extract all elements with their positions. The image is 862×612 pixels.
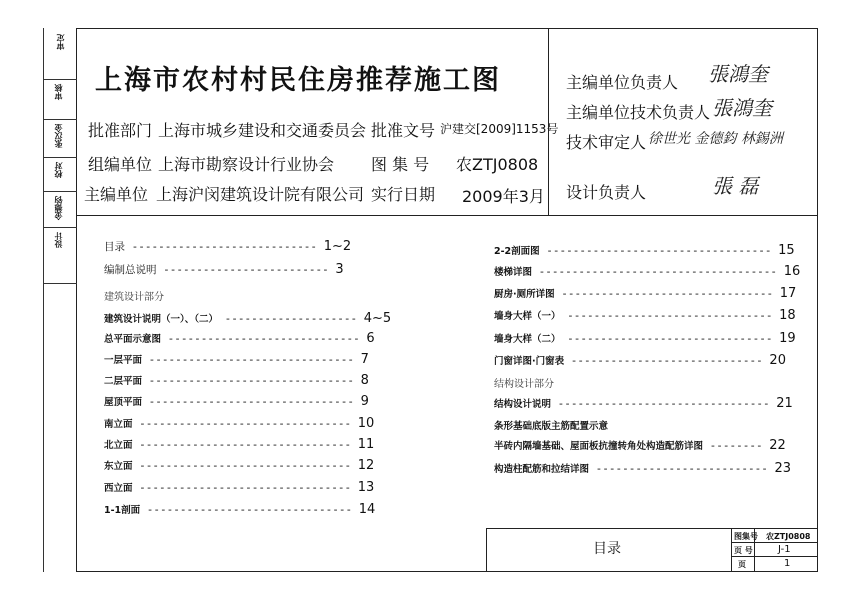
sidebar-text: 审核	[54, 84, 63, 100]
chief-editor-label: 主编单位负责人	[566, 73, 679, 92]
atlas-number-label: 图 集 号	[371, 155, 430, 174]
toc-entry[interactable]: 一层平面 ------------------------------- 7	[104, 352, 369, 367]
header-divider	[76, 215, 818, 216]
toc-entry[interactable]: 2-2剖面图 ---------------------------------- 15	[494, 243, 795, 258]
toc-entry[interactable]: 屋顶平面 ------------------------------- 9	[104, 394, 369, 409]
sheet-value: 1	[784, 558, 791, 569]
sidebar-text: 设计	[54, 232, 63, 248]
editor-label: 主编单位	[84, 185, 149, 204]
tech-lead-label: 主编单位技术负责人	[566, 103, 711, 122]
atlas-number-label: 图集号	[734, 532, 758, 541]
sidebar-text: 张汉金	[54, 124, 63, 148]
approval-value: 上海市城乡建设和交通委员会	[158, 121, 367, 140]
signature-image: 張 磊	[712, 174, 759, 198]
toc-entry[interactable]: 目录 ---------------------------- 1~2	[104, 239, 352, 254]
signature-image: 張鴻奎	[708, 62, 768, 86]
toc-entry[interactable]: 门窗详图·门窗表 ----------------------------- 20	[494, 353, 786, 368]
design-lead-label: 设计负责人	[566, 183, 647, 202]
toc-entry[interactable]: 墙身大样（一） ------------------------------- 18	[494, 308, 796, 323]
toc-entry[interactable]: 建筑设计说明（一）、（二） -------------------- 4~5	[104, 311, 392, 326]
signature-image: 張鴻奎	[712, 96, 772, 120]
approval-number-label: 批准文号	[371, 121, 436, 140]
tech-reviewer-label: 技术审定人	[566, 133, 647, 152]
toc-entry[interactable]: 总平面示意图 ----------------------------- 6	[104, 331, 375, 346]
toc-entry[interactable]: 东立面 -------------------------------- 12	[104, 458, 375, 473]
approval-label: 批准部门	[88, 121, 153, 140]
organizer-value: 上海市勘察设计行业协会	[158, 155, 335, 174]
sidebar-text: 金德钧	[54, 196, 63, 220]
page-title: 上海市农村村民住房推荐施工图	[95, 65, 501, 96]
effective-date-value: 2009年3月	[462, 187, 545, 206]
editor-value: 上海沪闵建筑设计院有限公司	[156, 185, 365, 204]
toc-entry[interactable]: 半砖内隔墙基础、屋面板抗撞转角处构造配筋详图 -------- 22	[494, 438, 786, 453]
toc-entry[interactable]: 墙身大样（二） ------------------------------- 19	[494, 331, 796, 346]
sidebar-text: 审定	[56, 34, 65, 50]
drawing-name: 目录	[593, 541, 621, 557]
atlas-number-value: 农ZTJ0808	[456, 155, 539, 174]
signature-image: 徐世光 金德鈞 林錫洲	[648, 131, 783, 147]
toc-section-heading: 结构设计部分	[494, 379, 554, 390]
sidebar-text: 校对	[54, 162, 63, 178]
toc-entry[interactable]: 编制总说明 ------------------------- 3	[104, 262, 344, 277]
toc-entry[interactable]: 1-1剖面 ------------------------------- 14	[104, 502, 376, 517]
sheet-label: 页	[738, 560, 746, 569]
toc-entry[interactable]: 南立面 -------------------------------- 10	[104, 416, 375, 431]
toc-entry[interactable]: 厨房·厕所详图 -------------------------------- 17	[494, 286, 797, 301]
toc-entry[interactable]: 西立面 -------------------------------- 13	[104, 480, 375, 495]
page-number-value: J-1	[778, 544, 791, 555]
toc-entry[interactable]: 楼梯详图 ------------------------------------ 16	[494, 264, 801, 279]
page-number-label: 页 号	[734, 546, 753, 555]
atlas-number-value: 农ZTJ0808	[766, 532, 811, 541]
effective-date-label: 实行日期	[371, 185, 436, 204]
toc-entry[interactable]: 北立面 -------------------------------- 11	[104, 437, 375, 452]
approval-number-value: 沪建交[2009]1153号	[440, 122, 559, 136]
toc-entry[interactable]: 结构设计说明 -------------------------------- 21	[494, 396, 793, 411]
toc-entry[interactable]: 构造柱配筋和拉结详图 -------------------------- 23	[494, 461, 791, 476]
toc-entry[interactable]: 二层平面 ------------------------------- 8	[104, 373, 369, 388]
organizer-label: 组编单位	[88, 155, 153, 174]
toc-entry[interactable]: 条形基础底版主筋配置示意	[494, 421, 609, 432]
toc-section-heading: 建筑设计部分	[104, 292, 164, 303]
